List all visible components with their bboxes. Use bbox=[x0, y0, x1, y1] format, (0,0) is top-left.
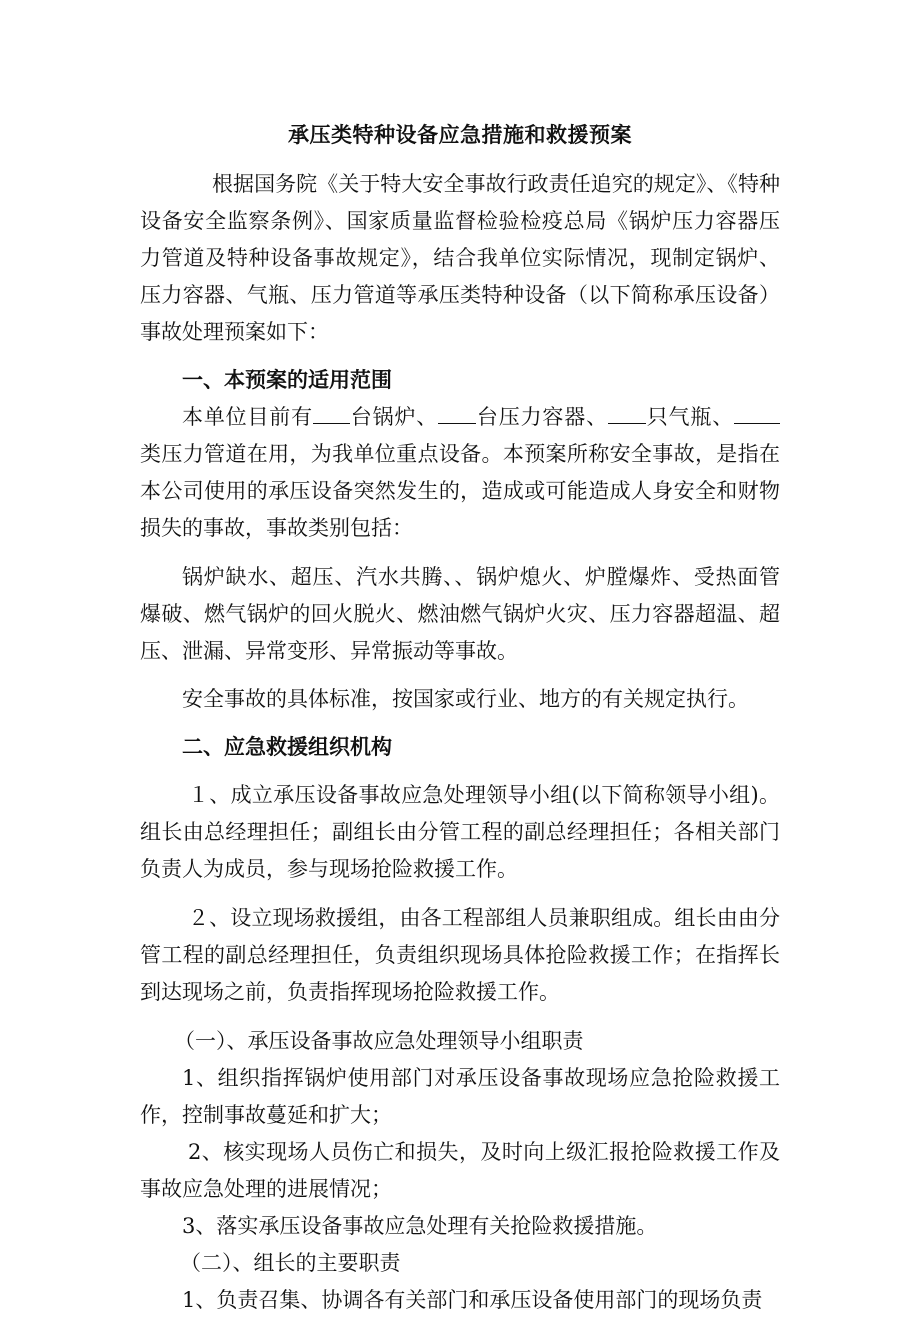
pipeline-count-blank[interactable] bbox=[734, 399, 780, 424]
accident-types-paragraph: 锅炉缺水、超压、汽水共腾、、锅炉熄火、炉膛爆炸、受热面管爆破、燃气锅炉的回火脱火、燃油燃气锅炉火灾、压力容器超温、超压、泄漏、异常变形、异常振动等事故。 bbox=[140, 565, 780, 663]
section-1-heading: 一、本预案的适用范围 bbox=[182, 368, 392, 392]
section-2-heading: 二、应急救援组织机构 bbox=[182, 735, 392, 759]
scope-paragraph bbox=[140, 399, 780, 547]
leader-duty-item-1: 1、负责召集、协调各有关部门和承压设备使用部门的现场负责 bbox=[182, 1288, 763, 1312]
duty-item-2: 2、核实现场人员伤亡和损失，及时向上级汇报抢险救援工作及事故应急处理的进展情况； bbox=[140, 1140, 780, 1201]
scope-text-5: 类压力管道在用，为我单位重点设备。本预案所称安全事故，是指在本公司使用的承压设备突然发生的，造成或可能造成人身安全和财物损失的事故，事故类别包括： bbox=[140, 442, 780, 540]
scope-text-1: 本单位目前有 bbox=[182, 405, 313, 429]
leadership-group-paragraph: １、成立承压设备事故应急处理领导小组(以下简称领导小组)。组长由总经理担任；副组长由分管工程的副总经理担任；各相关部门负责人为成员，参与现场抢险救援工作。 bbox=[140, 783, 780, 881]
boiler-count-blank[interactable] bbox=[313, 399, 350, 424]
subsection-2-heading: （二）、组长的主要职责 bbox=[180, 1251, 401, 1275]
duty-item-3: 3、落实承压设备事故应急处理有关抢险救援措施。 bbox=[182, 1214, 658, 1238]
scope-text-4: 只气瓶、 bbox=[645, 405, 735, 429]
scope-text-2: 台锅炉、 bbox=[349, 405, 439, 429]
rescue-team-paragraph: ２、设立现场救援组，由各工程部组人员兼职组成。组长由由分管工程的副总经理担任，负责组织现场具体抢险救援工作；在指挥长到达现场之前，负责指挥现场抢险救援工作。 bbox=[140, 906, 780, 1004]
document-title: 承压类特种设备应急措施和救援预案 bbox=[288, 123, 632, 147]
standards-paragraph: 安全事故的具体标准，按国家或行业、地方的有关规定执行。 bbox=[182, 687, 749, 711]
vessel-count-blank[interactable] bbox=[438, 399, 476, 424]
document-body bbox=[140, 166, 780, 1319]
scope-text-3: 台压力容器、 bbox=[476, 405, 608, 429]
intro-paragraph: 根据国务院《关于特大安全事故行政责任追究的规定》、《特种设备安全监察条例》、国家质量监督检验检疫总局《锅炉压力容器压力管道及特种设备事故规定》，结合我单位实际情况，现制定锅炉、压力容器、气瓶、压力管道等承压类特种设备（以下简称承压设备）事故处理预案如下： bbox=[140, 172, 780, 344]
duty-item-1: 1、组织指挥锅炉使用部门对承压设备事故现场应急抢险救援工作，控制事故蔓延和扩大； bbox=[140, 1066, 780, 1127]
subsection-1-heading: （一）、承压设备事故应急处理领导小组职责 bbox=[174, 1029, 584, 1053]
cylinder-count-blank[interactable] bbox=[608, 399, 646, 424]
